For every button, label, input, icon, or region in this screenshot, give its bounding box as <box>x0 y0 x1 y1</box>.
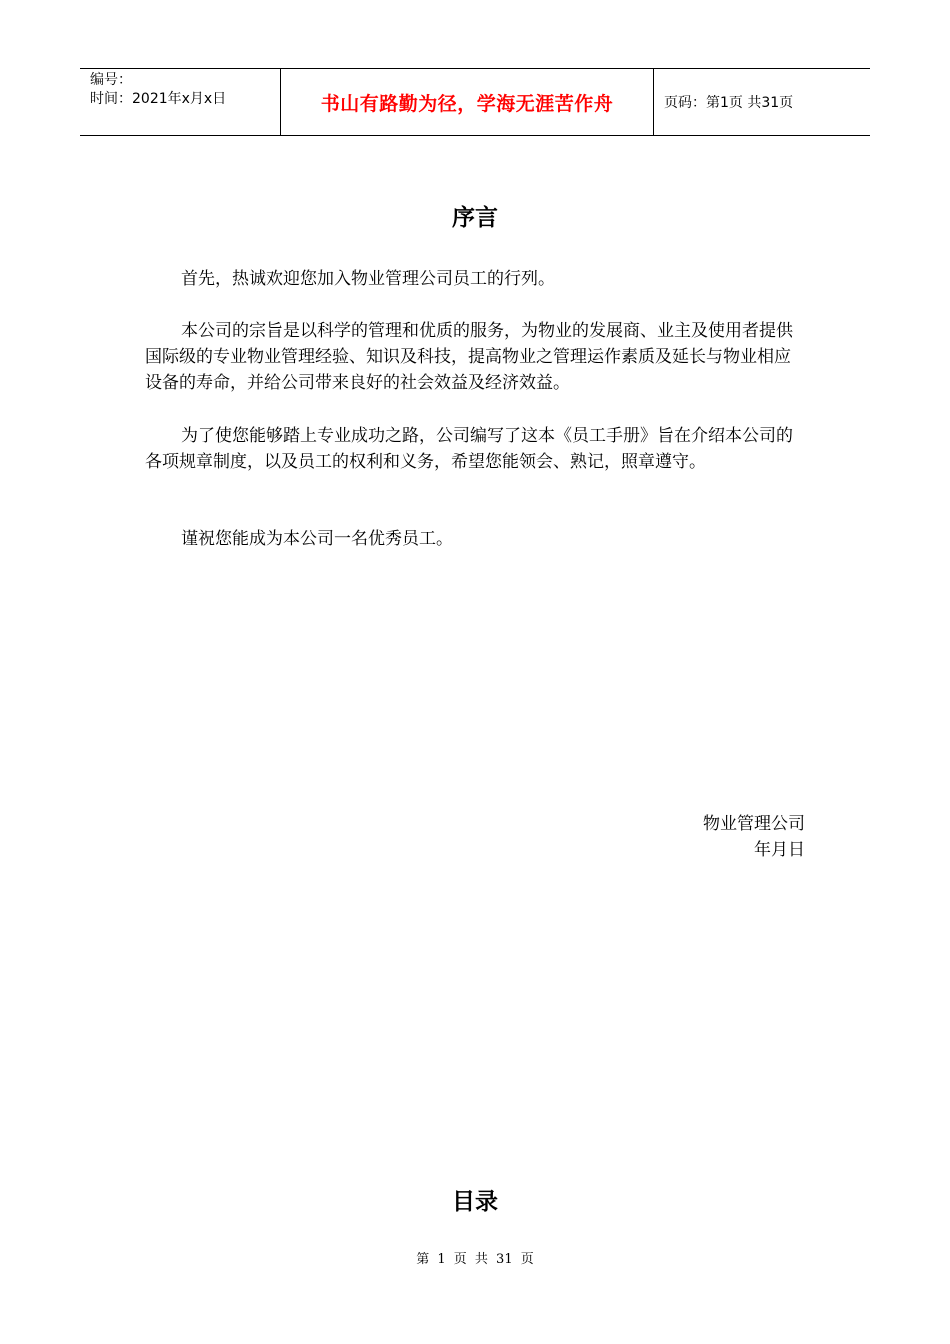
header-motto: 书山有路勤为径，学海无涯苦作舟 <box>281 69 654 135</box>
preface-paragraph-3: 为了使您能够踏上专业成功之路，公司编写了这本《员工手册》旨在介绍本公司的各项规章制度，以及员工的权利和义务，希望您能领会、熟记，照章遵守。 <box>145 426 793 472</box>
time-label: 时间：2021年x月x日 <box>90 91 227 107</box>
page-header <box>80 68 870 136</box>
number-label: 编号： <box>90 72 132 88</box>
signature-date: 年月日 <box>754 840 805 860</box>
signature-company: 物业管理公司 <box>703 814 805 834</box>
preface-paragraph-4: 谨祝您能成为本公司一名优秀员工。 <box>181 529 453 549</box>
preface-paragraph-1: 首先，热诚欢迎您加入物业管理公司员工的行列。 <box>181 269 555 289</box>
header-page-label: 页码：第1页 共31页 <box>664 95 794 111</box>
header-meta <box>80 69 281 135</box>
page-footer: 第 1 页 共 31 页 <box>416 1252 534 1267</box>
preface-title: 序言 <box>452 205 498 231</box>
toc-title: 目录 <box>452 1189 498 1215</box>
preface-paragraph-2: 本公司的宗旨是以科学的管理和优质的服务，为物业的发展商、业主及使用者提供国际级的专业物业管理经验、知识及科技，提高物业之管理运作素质及延长与物业相应设备的寿命，并给公司带来良好的社会效益及经济效益。 <box>145 321 793 393</box>
